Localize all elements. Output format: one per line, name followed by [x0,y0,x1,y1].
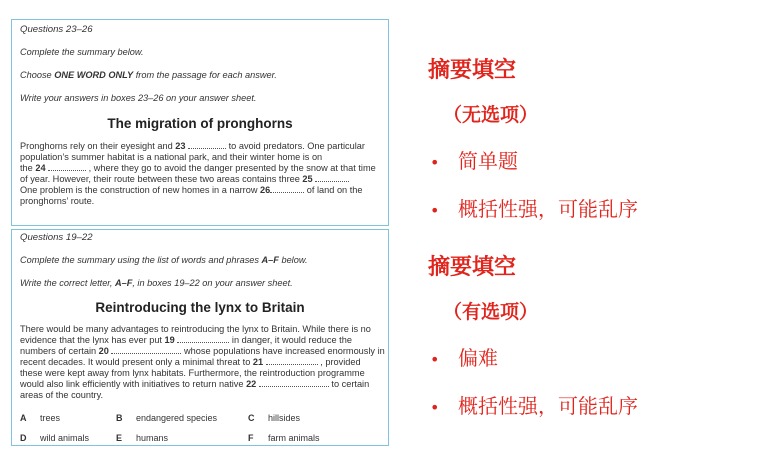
answer-blank [270,185,304,193]
bullet-icon: • [430,350,440,369]
instruction-choose: Choose ONE WORD ONLY from the passage for each answer. [20,70,277,80]
answer-blank [259,379,329,387]
passage-title: Reintroducing the lynx to Britain [95,300,305,315]
bullet-icon: • [430,398,440,417]
bullet-icon: • [430,201,440,220]
questions-range: Questions 19–22 [20,232,93,243]
section2-heading: 摘要填空 [428,255,517,280]
section1-bullet: • 简单题 [430,149,518,173]
option-e: E humans [116,433,169,443]
summary-line: One problem is the construction of new homes in a narrow 26 of land on the [20,185,363,195]
questions-range: Questions 23–26 [20,24,93,35]
section2-subheading: （有选项） [443,301,539,323]
answer-blank [266,357,318,365]
answer-blank [188,141,226,149]
options-list [20,413,380,453]
answer-blank [111,346,181,354]
instruction-answer-sheet: Write the correct letter, A–F, in boxes 19–22 on your answer sheet. [20,278,293,288]
instruction-complete: Complete the summary below. [20,47,144,57]
summary-line: would also link efficiently with initiatives to return native 22 to certain [20,379,370,389]
option-c: C hillsides [248,413,301,423]
section1-bullet: • 概括性强，可能乱序 [430,197,638,221]
summary-line: the 24 , where they go to avoid the danger presented by the snow at that time [20,163,376,173]
summary-line: areas of the country. [20,390,104,400]
section1-heading: 摘要填空 [428,58,517,83]
summary-line: Pronghorns rely on their eyesight and 23 to avoid predators. One particular [20,141,365,151]
summary-line: evidence that the lynx has ever put 19 in danger, it would reduce the [20,335,352,345]
section2-bullet: • 概括性强，可能乱序 [430,394,638,418]
option-d: D wild animals [20,433,90,443]
instruction-complete: Complete the summary using the list of words and phrases A–F below. [20,255,308,265]
summary-line: these were kept away from lynx habitats. Furthermore, the reintroduction programme [20,368,365,378]
passage-title: The migration of pronghorns [107,116,293,131]
option-a: A trees [20,413,61,423]
instruction-answer-sheet: Write your answers in boxes 23–26 on your answer sheet. [20,93,257,103]
summary-text [20,324,385,401]
answer-blank [48,163,86,171]
summary-text [20,141,380,207]
option-f: F farm animals [248,433,320,443]
answer-blank [177,335,229,343]
summary-line: of year. However, their route between these two areas contains three 25 [20,174,380,185]
summary-panel-pronghorns [11,19,389,226]
summary-line: recent decades. It would present only a minimal threat to 21 , provided [20,357,361,367]
summary-line: population’s summer habitat is a national park, and their winter home is on [20,152,323,162]
section2-bullet: • 偏难 [430,346,498,370]
summary-line: numbers of certain 20 whose populations have increased enormously in [20,346,385,356]
answer-blank [315,174,349,182]
summary-line: pronghorns’ route. [20,196,95,206]
section1-subheading: （无选项） [443,104,539,126]
summary-panel-lynx [11,229,389,446]
bullet-icon: • [430,153,440,172]
summary-line: There would be many advantages to reintroducing the lynx to Britain. While there is no [20,324,371,334]
option-b: B endangered species [116,413,218,423]
